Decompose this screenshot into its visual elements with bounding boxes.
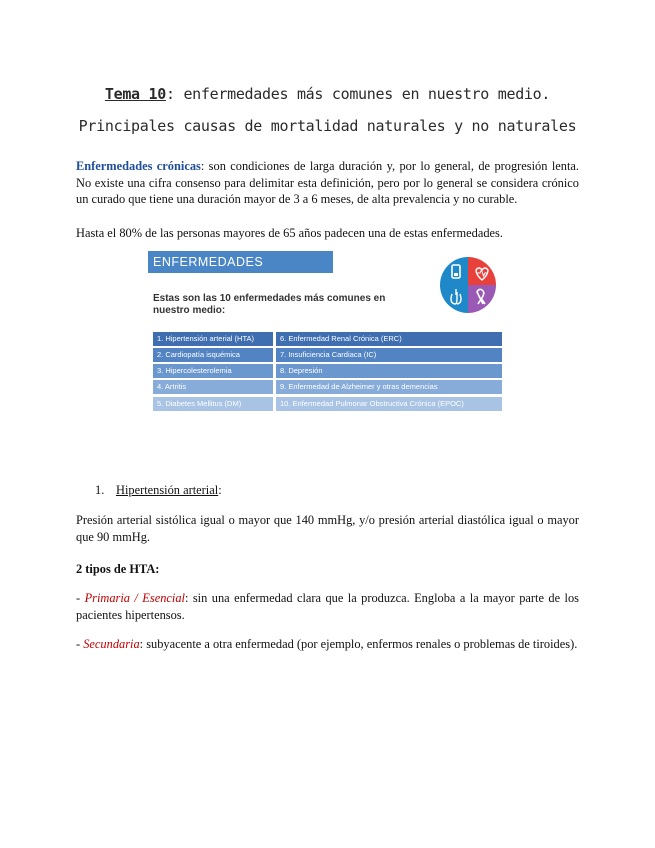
bullet-dash: - (76, 591, 85, 605)
hta-types-heading: 2 tipos de HTA: (76, 562, 160, 576)
hta-type-primary (76, 590, 579, 623)
disease-item: 9. Enfermedad de Alzheimer y otras demencias (276, 380, 502, 394)
type-description: : subyacente a otra enfermedad (por ejemplo, enfermos renales o problemas de tiroides). (139, 637, 578, 651)
health-icons-circle (439, 256, 497, 314)
intro-term: Enfermedades crónicas (76, 159, 201, 173)
type-name: Secundaria (83, 637, 140, 651)
page-title (76, 78, 579, 142)
section-number: 1. (95, 483, 105, 497)
disease-item: 4. Artritis (153, 380, 273, 394)
intro-prevalence: Hasta el 80% de las personas mayores de 65 años padecen una de estas enfermedades. (76, 226, 503, 240)
title-topic-number: Tema 10 (104, 85, 166, 103)
intro-definition: : son condiciones de larga duración y, por lo general, de progresión lenta. No existe una cifra consenso para delimitar esta definición, pero por lo general se considera crónico un curado que tiene una duración mayor de 3 a 6 meses, de alta prevalencia y no curable. (76, 159, 580, 206)
disease-item: 8. Depresión (276, 364, 502, 378)
section-heading-text: Hipertensión arterial (116, 483, 219, 497)
disease-item: 7. Insuficiencia Cardiaca (IC) (276, 348, 502, 362)
type-description: : sin una enfermedad clara que la produzca. Engloba a la mayor parte de los pacientes hipertensos. (76, 591, 579, 622)
hta-type-secondary (76, 636, 579, 653)
section-heading-colon: : (218, 483, 222, 497)
intro-paragraph (76, 158, 579, 208)
chronic-diseases-infographic (145, 246, 507, 418)
section-heading (116, 483, 222, 498)
infographic-banner: ENFERMEDADES CRÓNICAS (148, 251, 333, 273)
diabetes-quadrant-icon (440, 257, 468, 285)
infographic-subtitle: Estas son las 10 enfermedades más comunes en nuestro medio: (153, 293, 386, 316)
disease-item: 3. Hipercolesterolemia (153, 364, 273, 378)
bullet-dash: - (76, 637, 84, 651)
title-text: : enfermedades más comunes en nuestro medio. Principales causas de mortalidad naturales y no naturales (78, 85, 577, 135)
type-name: Primaria / Esencial (84, 591, 185, 605)
disease-item: 10. Enfermedad Pulmonar Obstructiva Crónica (EPOC) (276, 397, 502, 411)
lungs-quadrant-icon (440, 285, 468, 313)
disease-item: 6. Enfermedad Renal Crónica (ERC) (276, 332, 502, 346)
disease-item: 2. Cardiopatía isquémica (153, 348, 273, 362)
hta-definition: Presión arterial sistólica igual o mayor que 140 mmHg, y/o presión arterial diastólica igual o mayor que 90 mmHg. (76, 513, 579, 544)
disease-item: 5. Diabetes Mellitus (DM) (153, 397, 273, 411)
disease-item: 1. Hipertensión arterial (HTA) (153, 332, 273, 346)
